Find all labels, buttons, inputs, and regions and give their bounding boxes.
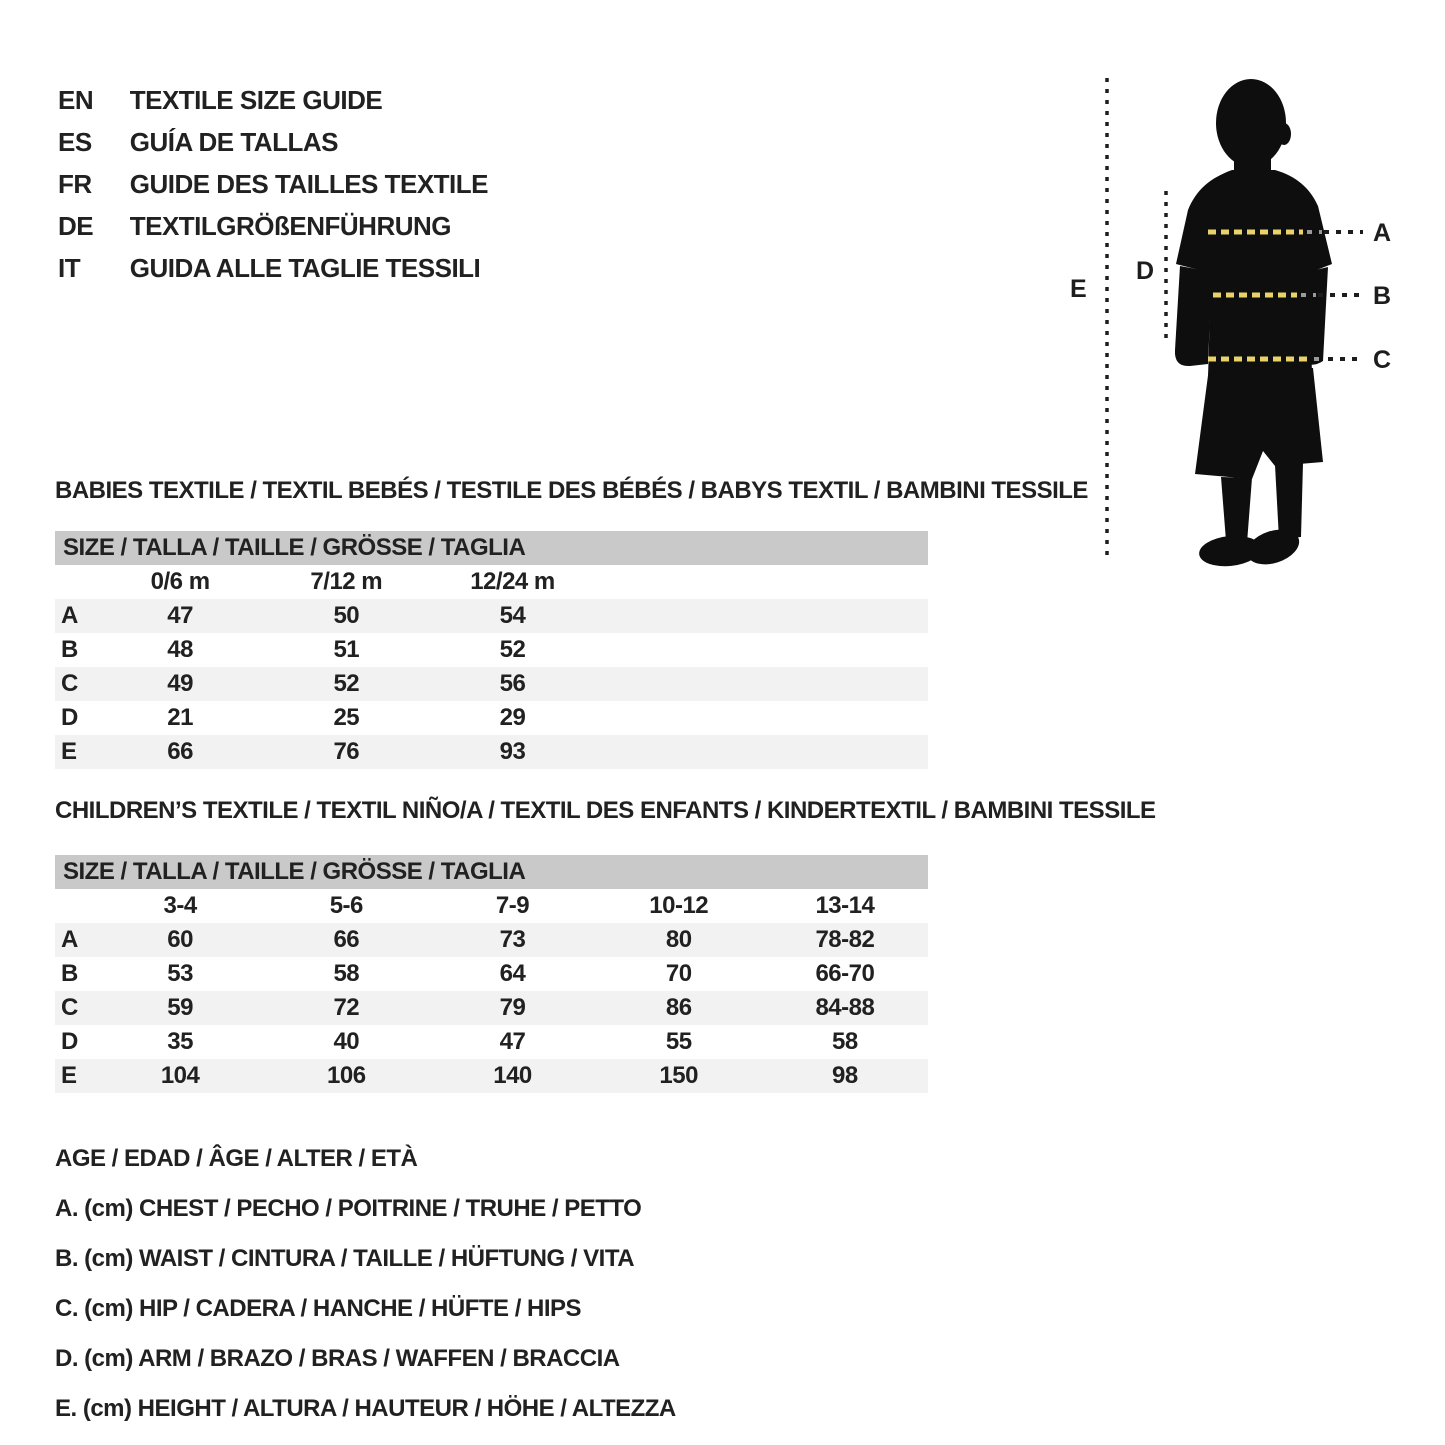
table-cell: 73 [499,926,526,953]
table-cell: 66-70 [815,960,875,987]
table-cell: 47 [499,1028,526,1055]
table-cell [762,599,928,633]
table-row [55,991,928,1025]
lang-code: FR [58,169,92,199]
table-cell: 56 [499,670,526,697]
table-cell: 70 [665,960,692,987]
table-row [55,667,928,701]
table-cell [596,667,762,701]
table-row [55,633,928,667]
table-cell [596,701,762,735]
lang-line-en [58,85,382,115]
table-cell [762,701,928,735]
table-row [55,1059,928,1093]
column-header: 7-9 [495,892,530,919]
table-row [55,923,928,957]
lang-code: DE [58,211,94,241]
measurement-figure [1060,70,1445,580]
silhouette-left-arm [1175,266,1212,366]
lang-title: GUIDE DES TAILLES TEXTILE [129,169,489,199]
column-header: 7/12 m [310,568,383,595]
legend-age: AGE / EDAD / ÂGE / ALTER / ETÀ [55,1145,418,1172]
table-cell: 59 [167,994,193,1021]
lang-title: TEXTILE SIZE GUIDE [129,85,383,115]
table-cell [596,735,762,769]
column-header: 10-12 [649,892,709,919]
table-cell: 98 [832,1062,858,1089]
lang-code: IT [58,253,81,283]
row-label: D [61,1028,78,1055]
legend-chest: A. (cm) CHEST / PECHO / POITRINE / TRUHE / PETTO [55,1195,642,1222]
column-header: 12/24 m [470,568,555,595]
lang-line-it [58,253,480,283]
table-cell [596,633,762,667]
table-cell: 29 [499,704,526,731]
label-c: C [1373,346,1391,374]
table-cell: 58 [832,1028,858,1055]
silhouette-shorts [1195,368,1323,479]
table-cell: 25 [333,704,360,731]
table-cell: 72 [333,994,360,1021]
table-cell [762,633,928,667]
label-b: B [1373,282,1391,310]
table-cell: 48 [167,636,193,663]
label-e: E [1070,275,1087,303]
silhouette-ear [1277,123,1291,145]
lang-title: GUÍA DE TALLAS [129,127,338,157]
silhouette-right-leg [1275,463,1303,539]
table-cell: 52 [499,636,526,663]
table-cell: 35 [167,1028,193,1055]
silhouette-right-arm [1299,267,1328,365]
row-label: A [61,602,78,629]
lang-line-es [58,127,338,157]
table-cell: 66 [167,738,193,765]
lang-code: ES [58,127,92,157]
corner-cell [55,565,97,599]
children-size-table [55,855,928,1093]
row-label: D [61,704,78,731]
table-cell: 66 [333,926,360,953]
column-header: 0/6 m [150,568,210,595]
table-cell: 47 [167,602,193,629]
table-cell: 76 [333,738,360,765]
babies-size-header: SIZE / TALLA / TAILLE / GRÖSSE / TAGLIA [55,531,928,565]
column-header [762,565,928,599]
table-cell: 40 [333,1028,360,1055]
label-a: A [1373,219,1391,247]
table-cell: 51 [333,636,360,663]
row-label: E [61,738,77,765]
lang-title: GUIDA ALLE TAGLIE TESSILI [129,253,481,283]
babies-size-table [55,531,928,769]
column-header: 5-6 [329,892,363,919]
table-cell: 140 [493,1062,532,1089]
table-cell: 86 [665,994,692,1021]
table-cell: 58 [333,960,360,987]
column-header [596,565,762,599]
table-row [55,957,928,991]
table-cell: 150 [659,1062,698,1089]
table-row [55,701,928,735]
row-label: B [61,960,78,987]
table-cell: 104 [160,1062,200,1089]
table-cell: 53 [167,960,193,987]
legend-hip: C. (cm) HIP / CADERA / HANCHE / HÜFTE / HIPS [55,1295,582,1322]
column-header: 13-14 [815,892,875,919]
table-cell [596,599,762,633]
lang-line-de [58,211,451,241]
legend-waist: B. (cm) WAIST / CINTURA / TAILLE / HÜFTUNG / VITA [55,1245,635,1272]
table-cell [762,667,928,701]
children-size-header: SIZE / TALLA / TAILLE / GRÖSSE / TAGLIA [55,855,928,889]
lang-line-fr [58,169,488,199]
table-cell: 21 [167,704,193,731]
table-row [55,599,928,633]
lang-code: EN [58,85,94,115]
table-cell: 55 [665,1028,692,1055]
table-cell: 79 [499,994,526,1021]
row-label: C [61,670,78,697]
row-label: C [61,994,78,1021]
babies-section-title: BABIES TEXTILE / TEXTIL BEBÉS / TESTILE DES BÉBÉS / BABYS TEXTIL / BAMBINI TESSILE [55,477,1088,504]
silhouette-left-leg [1221,477,1252,543]
row-label: A [61,926,78,953]
table-cell [762,735,928,769]
table-cell: 93 [499,738,526,765]
table-cell: 80 [665,926,692,953]
table-row [55,1025,928,1059]
lang-title: TEXTILGRÖßENFÜHRUNG [129,211,451,241]
child-silhouette-diagram [1060,70,1445,580]
table-row [55,735,928,769]
table-cell: 52 [333,670,360,697]
legend-arm: D. (cm) ARM / BRAZO / BRAS / WAFFEN / BRACCIA [55,1345,620,1372]
corner-cell [55,889,97,923]
table-cell: 60 [167,926,193,953]
legend-height: E. (cm) HEIGHT / ALTURA / HAUTEUR / HÖHE / ALTEZZA [55,1395,676,1422]
table-cell: 78-82 [815,926,875,953]
table-cell: 54 [499,602,526,629]
table-cell: 50 [333,602,360,629]
table-cell: 64 [499,960,526,987]
table-cell: 49 [167,670,193,697]
children-column-header-row [55,889,928,923]
child-silhouette [1175,79,1332,571]
row-label: B [61,636,78,663]
row-label: E [61,1062,77,1089]
table-cell: 106 [327,1062,366,1089]
column-header: 3-4 [163,892,197,919]
children-section-title: CHILDREN’S TEXTILE / TEXTIL NIÑO/A / TEXTIL DES ENFANTS / KINDERTEXTIL / BAMBINI TESSILE [55,797,1156,824]
babies-column-header-row [55,565,928,599]
label-d: D [1136,257,1154,285]
table-cell: 84-88 [815,994,875,1021]
